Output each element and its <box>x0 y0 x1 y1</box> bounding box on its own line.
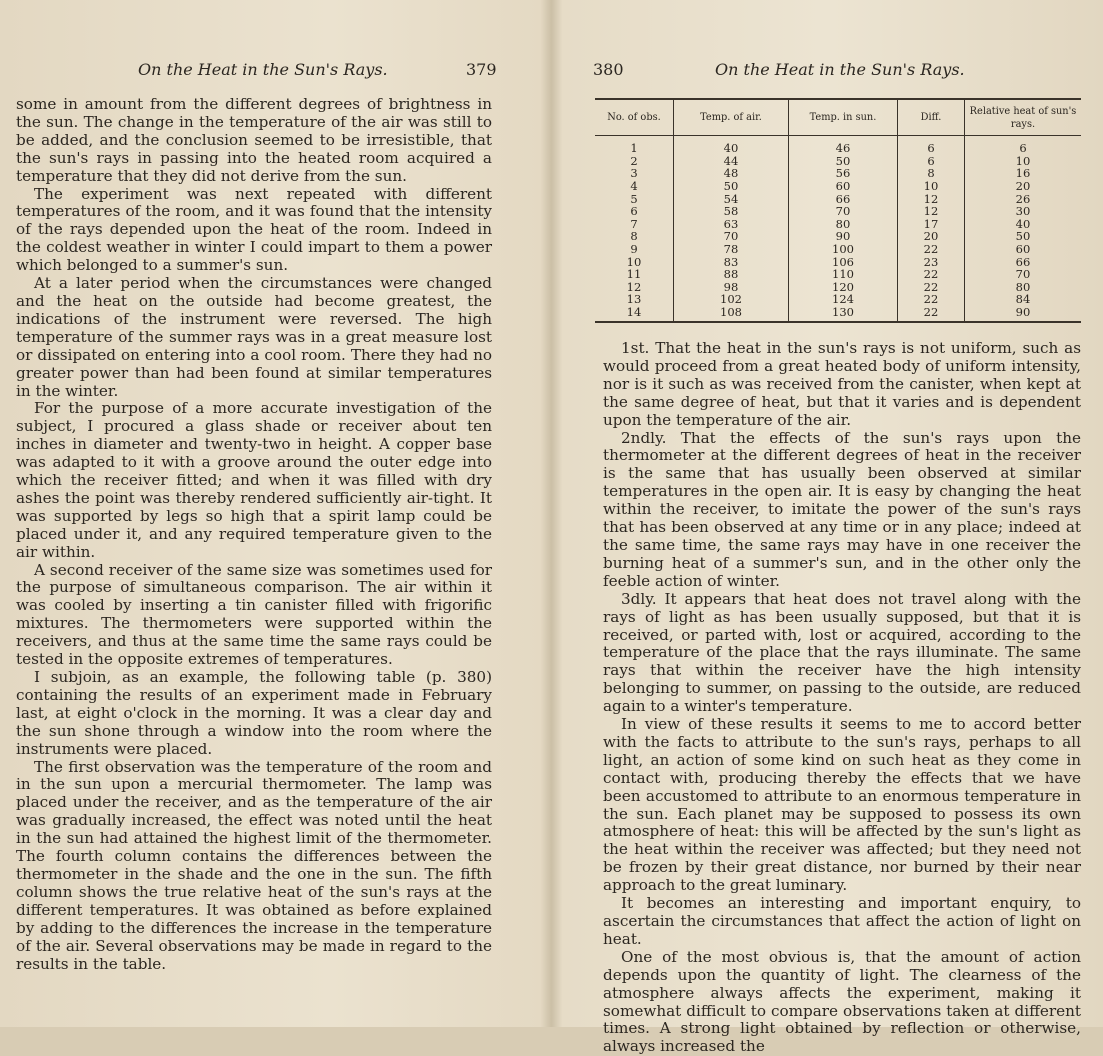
table-cell: 60 <box>789 180 898 193</box>
table-cell: 23 <box>898 256 965 269</box>
table-body <box>595 136 1081 322</box>
table-cell: 10 <box>898 180 965 193</box>
table-cell: 130 <box>789 306 898 322</box>
table-cell: 66 <box>965 256 1082 269</box>
page-number: 380 <box>593 60 624 79</box>
table-cell: 80 <box>789 218 898 231</box>
table-cell: 78 <box>674 243 789 256</box>
table-cell: 9 <box>630 241 638 256</box>
column-header: Diff. <box>898 99 965 136</box>
table-cell: 2 <box>630 153 638 168</box>
table-cell: 50 <box>674 180 789 193</box>
table-cell: 70 <box>674 230 789 243</box>
table-cell: 56 <box>789 167 898 180</box>
right-page <box>551 0 1103 1056</box>
table-cell: 8 <box>898 167 965 180</box>
paragraph: For the purpose of a more accurate investigation of the subject, I procured a glass shade or receiver about ten inches in diameter and twenty-two in height. A copper base was adapted to it with a groove around the outer edge into which the receiver fitted; and when it was filled with dry ashes the point was thereby rendered sufficiently air-tight. It was supported by legs so high that a spirit lamp could be placed under it, and any required temperature given to the air within. <box>16 399 492 561</box>
table-cell: 40 <box>965 218 1082 231</box>
table-cell: 30 <box>965 205 1082 218</box>
table-cell: 20 <box>965 180 1082 193</box>
table-cell: 106 <box>789 256 898 269</box>
table-cell: 90 <box>789 230 898 243</box>
table-cell: 102 <box>674 293 789 306</box>
table-cell: 8 <box>630 229 638 244</box>
table-cell: 46 <box>789 136 898 155</box>
table-cell: 6 <box>898 136 965 155</box>
paragraph: At a later period when the circumstances were changed and the heat on the outside had become greatest, the indications of the instrument were reversed. The high temperature of the summer rays was in a great measure lost or dissipated on entering into a cool room. There they had no greater power than had been found at similar temperatures in the winter. <box>16 274 492 400</box>
page-number: 379 <box>466 60 497 79</box>
table-cell: 17 <box>898 218 965 231</box>
table-cell: 6 <box>630 204 638 219</box>
table-cell: 26 <box>965 193 1082 206</box>
table-cell: 12 <box>626 279 642 294</box>
table-cell: 88 <box>674 268 789 281</box>
paragraph: I subjoin, as an example, the following table (p. 380) containing the results of an experiment made in February last, at eight o'clock in the morning. It was a clear day and the sun shone through a window into the room where the instruments were placed. <box>16 668 492 758</box>
paragraph: The first observation was the temperature of the room and in the sun upon a mercurial thermometer. The lamp was placed under the receiver, and as the temperature of the air was gradually increased, the effect was noted until the heat in the sun had attained the highest limit of the thermometer. The fourth column contains the differences between the thermometer in the shade and the one in the sun. The fifth column shows the true relative heat of the sun's rays at the different temperatures. It was obtained as before explained by adding to the differences the increase in the temperature of the air. Several observations may be made in regard to the results in the table. <box>16 757 492 973</box>
paragraph: In view of these results it seems to me to accord better with the facts to attribute to the sun's rays, perhaps to all light, an action of some kind on such heat as they come in contact with, producing thereby the effects that we have been accustomed to attribute to an enormous temperature in the sun. Each planet may be supposed to possess its own atmosphere of heat: this will be affected by the sun's light as the heat within the receiver was affected; but they need not be frozen by their great distance, nor burned by their near approach to the great luminary. <box>603 715 1081 895</box>
table-cell: 83 <box>674 256 789 269</box>
observations-table <box>595 98 1081 323</box>
table-cell: 90 <box>965 306 1082 322</box>
paragraph: some in amount from the different degrees of brightness in the sun. The change in the temperature of the air was still to be added, and the conclusion seemed to be irresistible, that the sun's rays in passing into the heated room acquired a temperature that they did not derive from the sun. <box>16 95 492 185</box>
table-row <box>595 136 1081 155</box>
table-row <box>595 268 1081 281</box>
table-cell: 22 <box>898 293 965 306</box>
table-cell: 54 <box>674 193 789 206</box>
table-cell: 84 <box>965 293 1082 306</box>
table-cell: 22 <box>898 268 965 281</box>
left-page <box>0 0 548 1027</box>
table-cell: 5 <box>630 191 638 206</box>
table-cell: 11 <box>626 267 642 282</box>
table-cell: 20 <box>898 230 965 243</box>
table-cell: 4 <box>630 178 638 193</box>
table-cell: 108 <box>674 306 789 322</box>
table-cell: 63 <box>674 218 789 231</box>
table-cell: 60 <box>965 243 1082 256</box>
table-cell: 10 <box>965 155 1082 168</box>
table-cell: 100 <box>789 243 898 256</box>
table-cell: 98 <box>674 281 789 294</box>
paragraph: One of the most obvious is, that the amount of action depends upon the quantity of light. The clearness of the atmosphere always affects the experiment, making it somewhat difficult to compare observations taken at different times. A strong light obtained by reflection or otherwise, always increased the <box>603 947 1081 1056</box>
table-cell: 66 <box>789 193 898 206</box>
table-cell: 16 <box>965 167 1082 180</box>
paragraph: It becomes an interesting and important enquiry, to ascertain the circumstances that affect the action of light on heat. <box>603 894 1081 948</box>
table-cell: 6 <box>965 136 1082 155</box>
running-head: On the Heat in the Sun's Rays. <box>715 60 965 79</box>
table-cell: 22 <box>898 306 965 322</box>
table-cell: 110 <box>789 268 898 281</box>
table-cell: 70 <box>789 205 898 218</box>
table-cell: 50 <box>789 155 898 168</box>
paragraph: The experiment was next repeated with different temperatures of the room, and it was found that the intensity of the rays depended upon the heat of the room. Indeed in the coldest weather in winter I could impart to them a power which belonged to a summer's sun. <box>16 184 492 275</box>
table-cell: 6 <box>898 155 965 168</box>
table-row <box>595 205 1081 218</box>
paragraph: 1st. That the heat in the sun's rays is not uniform, such as would proceed from a great heated body of uniform intensity, nor is it such as was received from the canister, when kept at the same degree of heat, but that it varies and is dependent upon the temperature of the air. <box>603 339 1081 429</box>
table-cell: 14 <box>595 306 674 322</box>
paragraph: 3dly. It appears that heat does not travel along with the rays of light as has been usually supposed, but that it is received, or parted with, lost or acquired, according to the temperature of the place that the rays illuminate. The same rays that within the receiver have the high intensity belonging to summer, on passing to the outside, are reduced again to a winter's temperature. <box>603 589 1081 716</box>
table-cell: 22 <box>898 243 965 256</box>
table-cell: 120 <box>789 281 898 294</box>
table-row <box>595 243 1081 256</box>
table-cell: 10 <box>626 254 642 269</box>
table-cell: 22 <box>898 281 965 294</box>
column-header: Temp. in sun. <box>789 99 898 136</box>
table-cell: 1 <box>630 141 638 156</box>
table-row <box>595 180 1081 193</box>
table-row <box>595 306 1081 322</box>
table-cell: 48 <box>674 167 789 180</box>
body-text <box>603 340 1081 1056</box>
column-header: No. of obs. <box>595 99 674 136</box>
table-cell: 70 <box>965 268 1082 281</box>
table-cell: 80 <box>965 281 1082 294</box>
table-cell: 12 <box>898 205 965 218</box>
column-header: Temp. of air. <box>674 99 789 136</box>
paragraph: A second receiver of the same size was sometimes used for the purpose of simultaneous comparison. The air within it was cooled by inserting a tin canister filled with frigorific mixtures. The thermometers were supported within the receivers, and thus at the same time the same rays could be tested in the opposite extremes of temperatures. <box>16 560 492 669</box>
table-cell: 50 <box>965 230 1082 243</box>
body-text <box>16 96 492 973</box>
paragraph: 2ndly. That the effects of the sun's rays upon the thermometer at the different degrees of heat in the receiver is the same that has usually been observed at similar temperatures in the open air. It is easy by changing the heat within the receiver, to imitate the power of the sun's rays that has been observed at any time or in any place; indeed at the same time, the same rays may have in one receiver the burning heat of a summer's sun, and in the other only the feeble action of winter. <box>603 428 1081 590</box>
table-cell: 58 <box>674 205 789 218</box>
table-cell: 44 <box>674 155 789 168</box>
table-cell: 40 <box>674 136 789 155</box>
table-cell: 124 <box>789 293 898 306</box>
table-cell: 12 <box>898 193 965 206</box>
table-cell: 7 <box>630 216 638 231</box>
column-header: Relative heat of sun's rays. <box>965 99 1082 136</box>
table-cell: 3 <box>630 166 638 181</box>
table-cell: 13 <box>626 292 642 307</box>
running-head: On the Heat in the Sun's Rays. <box>138 60 388 79</box>
